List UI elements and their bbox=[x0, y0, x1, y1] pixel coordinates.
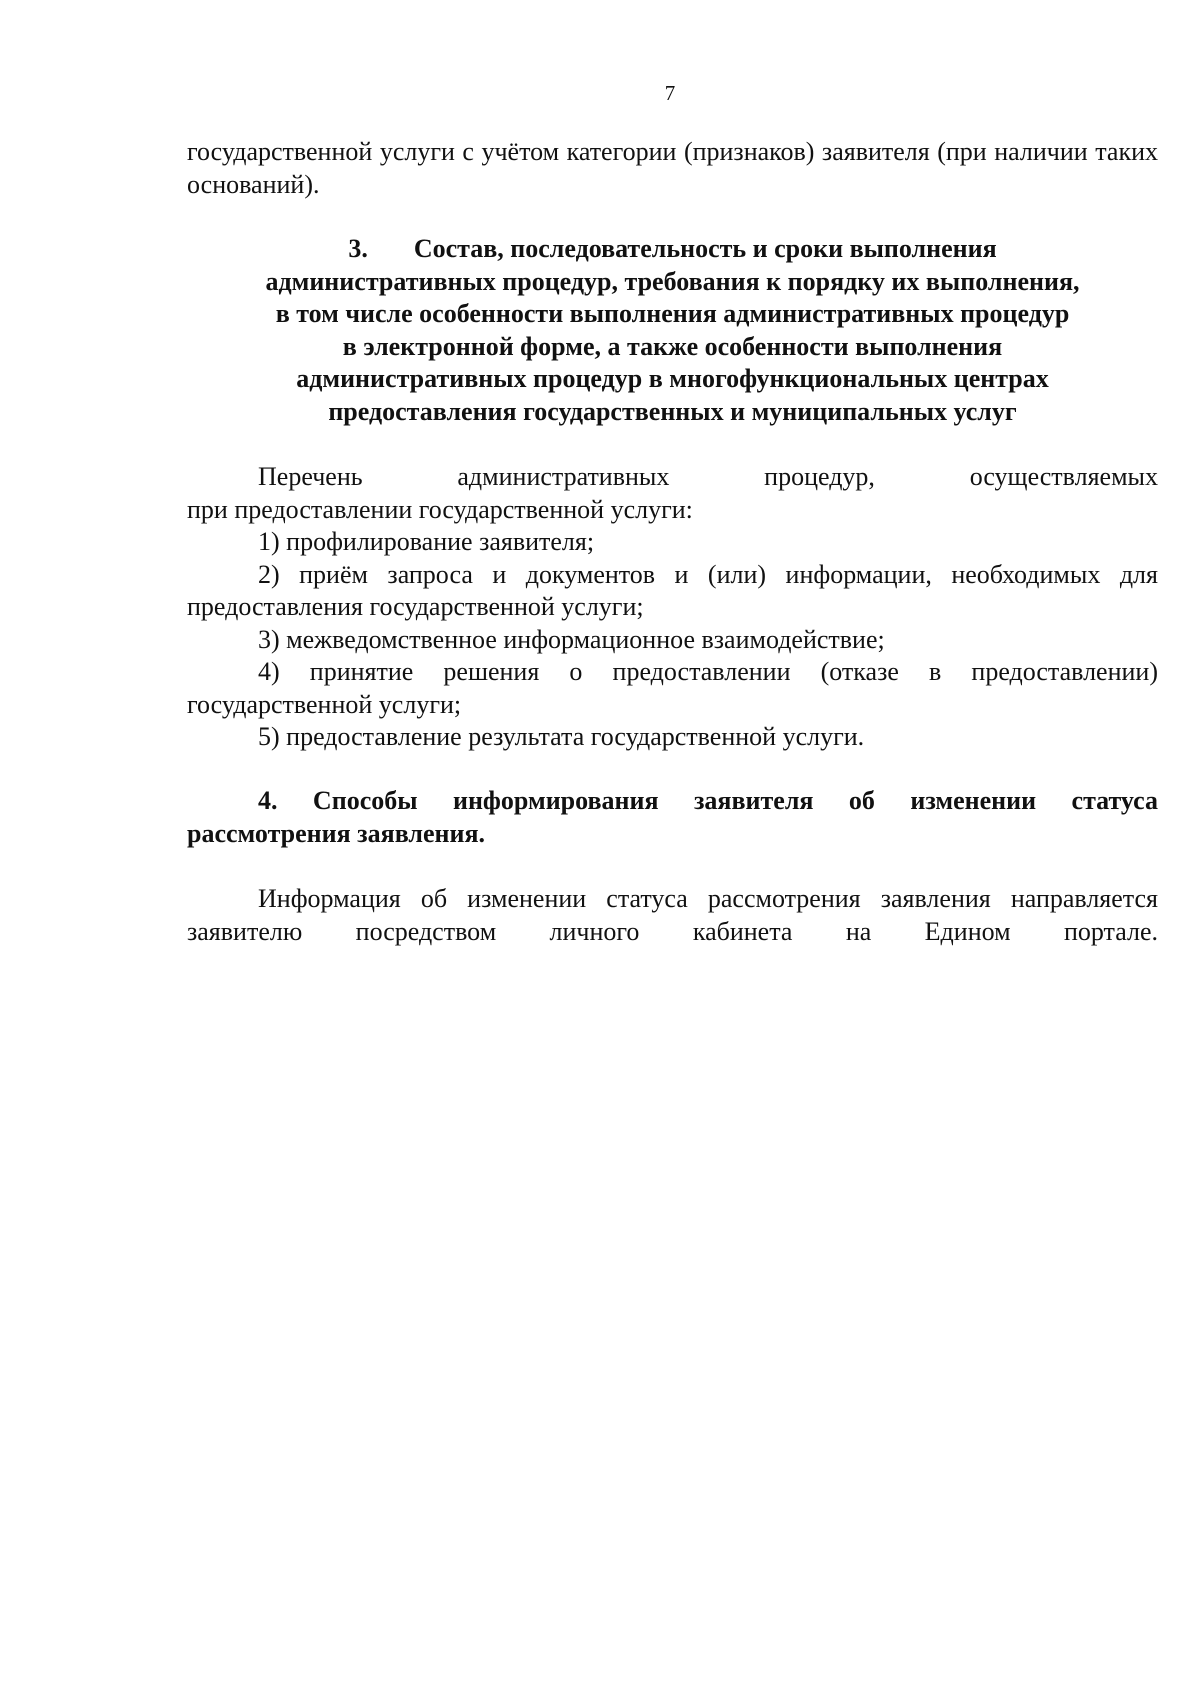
carryover-text: государственной услуги с учётом категории (признаков) заявителя (при наличии таких оснований). bbox=[187, 137, 1158, 199]
section-3-heading bbox=[187, 233, 1158, 428]
procedures-list bbox=[187, 461, 1158, 754]
section-4-title-line-1: 4. Способы информирования заявителя об изменении статуса bbox=[258, 786, 1158, 815]
status-info-line-1: Информация об изменении статуса рассмотрения заявления направляется bbox=[258, 884, 1158, 913]
section-4-heading bbox=[187, 785, 1158, 850]
procedures-intro-line-2: при предоставлении государственной услуги: bbox=[187, 494, 693, 524]
carryover-paragraph bbox=[187, 136, 1158, 201]
section-3-title-line: в электронной форме, а также особенности выполнения bbox=[342, 331, 1003, 361]
list-item: 5) предоставление результата государственной услуги. bbox=[258, 722, 865, 751]
section-3-title-line: Состав, последовательность и сроки выполнения bbox=[413, 234, 997, 263]
list-item: 2) приём запроса и документов и (или) информации, необходимых для предоставления государственной услуги; bbox=[187, 559, 1158, 621]
list-item: 1) профилирование заявителя; bbox=[258, 527, 595, 556]
section-3-title-line: административных процедур в многофункциональных центрах bbox=[296, 364, 1049, 393]
status-info-paragraph bbox=[187, 883, 1158, 948]
status-info-line-2: заявителю посредством личного кабинета на Едином портале. bbox=[187, 916, 1158, 946]
section-3-title-line: в том числе особенности выполнения административных процедур bbox=[275, 299, 1070, 328]
list-item: 3) межведомственное информационное взаимодействие; bbox=[258, 624, 885, 654]
section-3-title-line: административных процедур, требования к порядку их выполнения, bbox=[265, 266, 1080, 296]
list-item: 4) принятие решения о предоставлении (отказе в предоставлении) государственной услуги; bbox=[187, 657, 1158, 719]
section-4-title-line-2: рассмотрения заявления. bbox=[187, 818, 486, 848]
section-3-heading-line-1 bbox=[187, 233, 1158, 266]
page-number: 7 bbox=[664, 81, 676, 105]
section-3-title-line: предоставления государственных и муниципальных услуг bbox=[328, 396, 1017, 426]
procedures-intro-line-1: Перечень административных процедур, осуществляемых bbox=[258, 462, 1158, 491]
section-3-number: 3. bbox=[348, 234, 368, 263]
